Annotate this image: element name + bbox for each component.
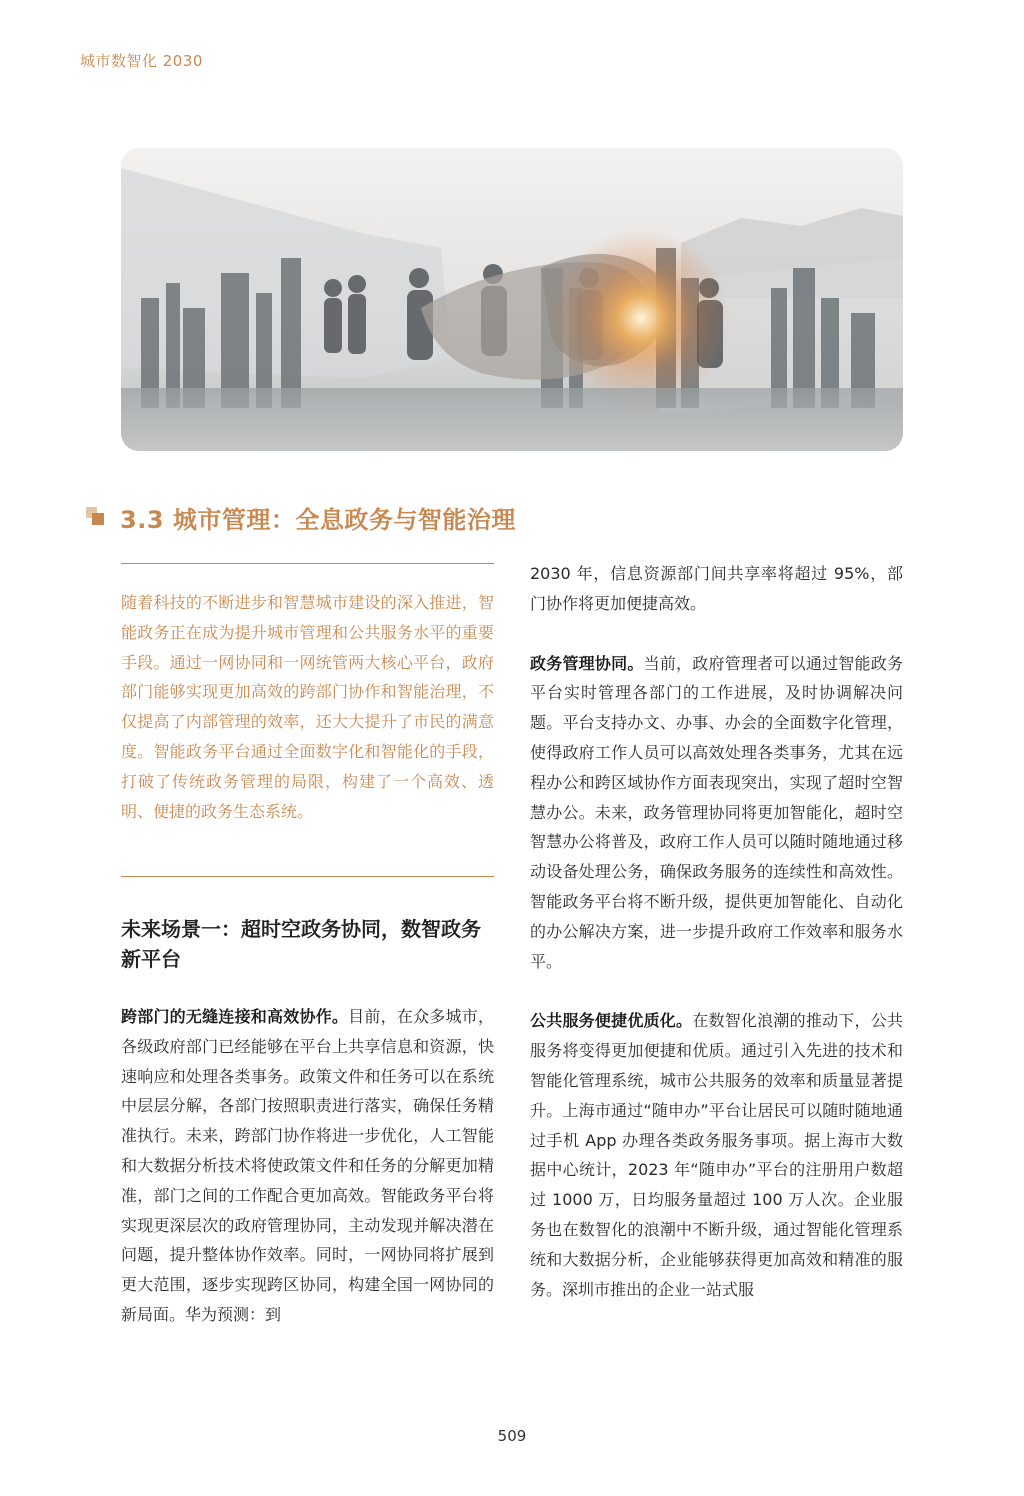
section-square-icon <box>86 507 106 527</box>
intro-top-rule <box>121 563 494 564</box>
scenario-heading: 未来场景一：超时空政务协同，数智政务新平台 <box>121 917 481 971</box>
paragraph-management <box>530 649 903 977</box>
left-column <box>121 1002 494 1330</box>
paragraph-cross-department <box>121 1002 494 1330</box>
intro-bottom-rule <box>121 876 494 877</box>
paragraph-body: 当前，政府管理者可以通过智能政务平台实时管理各部门的工作进展，及时协调解决问题。平台支持办文、办事、办会的全面数字化管理，使得政府工作人员可以高效处理各类事务，尤其在远程办公和跨区域协作方面表现突出，实现了超时空智慧办公。未来，政务管理协同将更加智能化，超时空智慧办公将普及，政府工作人员可以随时随地通过移动设备处理公务，确保政务服务的连续性和高效性。智能政务平台将不断升级，提供更加智能化、自动化的办公解决方案，进一步提升政府工作效率和服务水平。 <box>530 653 903 971</box>
paragraph-lead: 公共服务便捷优质化。 <box>530 1011 693 1031</box>
section-heading <box>86 497 516 537</box>
handshake-city-photo <box>121 148 903 451</box>
right-column <box>530 559 903 1304</box>
page-number: 509 <box>497 1427 527 1445</box>
running-header: 城市数智化 2030 <box>80 52 203 70</box>
paragraph-lead: 政务管理协同。 <box>530 653 644 673</box>
section-title: 3.3 城市管理：全息政务与智能治理 <box>120 505 516 534</box>
paragraph-body: 目前，在众多城市，各级政府部门已经能够在平台上共享信息和资源，快速响应和处理各类事务。政策文件和任务可以在系统中层层分解，各部门按照职责进行落实，确保任务精准执行。未来，跨部门协作将进一步优化，人工智能和大数据分析技术将使政策文件和任务的分解更加精准，部门之间的工作配合更加高效。智能政务平台将实现更深层次的政府管理协同，主动发现并解决潜在问题，提升整体协作效率。同时，一网协同将扩展到更大范围，逐步实现跨区协同，构建全国一网协同的新局面。华为预测：到 <box>121 1007 494 1324</box>
paragraph-body: 在数智化浪潮的推动下，公共服务将变得更加便捷和优质。通过引入先进的技术和智能化管理系统，城市公共服务的效率和质量显著提升。上海市通过“随申办”平台让居民可以随时随地通过手机 App 办理各类政务服务事项。据上海市大数据中心统计，2023 年“随申办”平台的注册用户数超过 1000 万，日均服务量超过 100 万人次。企业服务也在数智化的浪潮中不断升级，通过智能化管理系统和大数据分析，企业能够获得更加高效和精准的服务。深圳市推出的企业一站式服 <box>530 1011 903 1299</box>
intro-paragraph: 随着科技的不断进步和智慧城市建设的深入推进，智能政务正在成为提升城市管理和公共服务水平的重要手段。通过一网协同和一网统管两大核心平台，政府部门能够实现更加高效的跨部门协作和智能治理，不仅提高了内部管理的效率，还大大提升了市民的满意度。智能政务平台通过全面数字化和智能化的手段，打破了传统政务管理的局限，构建了一个高效、透明、便捷的政务生态系统。 <box>121 593 494 821</box>
paragraph-continuation: 2030 年，信息资源部门间共享率将超过 95%，部门协作将更加便捷高效。 <box>530 564 903 613</box>
paragraph-lead: 跨部门的无缝连接和高效协作。 <box>121 1007 349 1026</box>
hero-image <box>121 148 903 451</box>
paragraph-public-service <box>530 1006 903 1304</box>
